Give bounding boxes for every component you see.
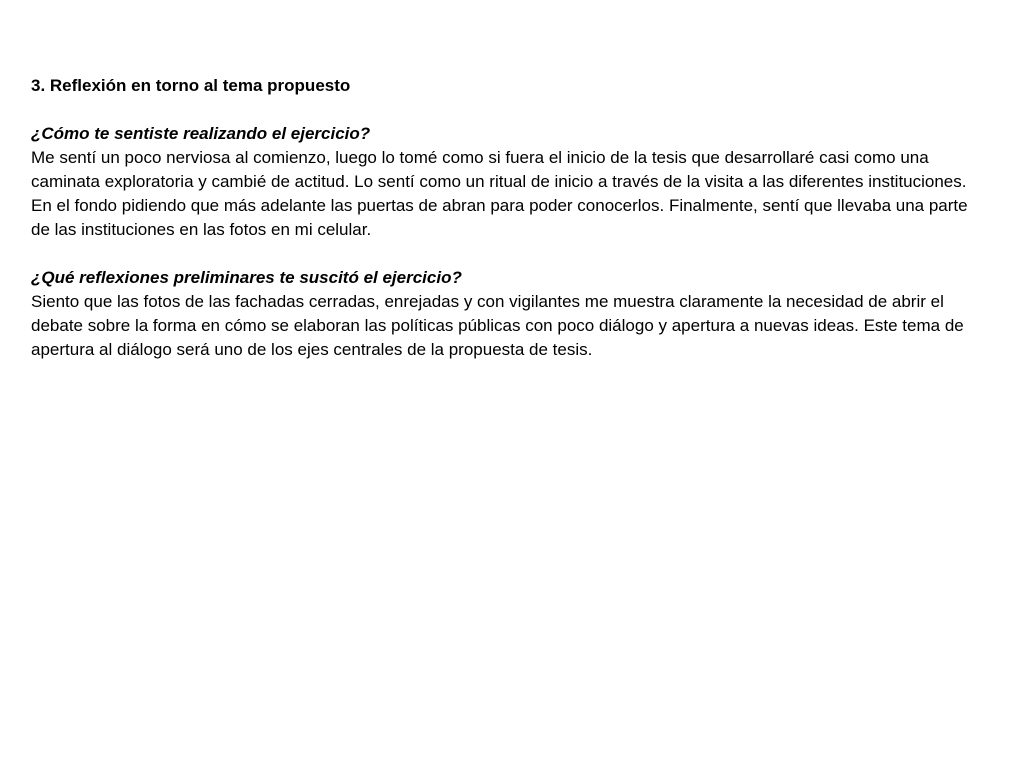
answer-1: Me sentí un poco nerviosa al comienzo, luego lo tomé como si fuera el inicio de la tesis que desarrollaré casi como una caminata exploratoria y cambié de actitud. Lo sentí como un ritual de inicio a través de la visita a las diferentes instituciones. En el fondo pidiendo que más adelante las puertas de abran para poder conocerlos. Finalmente, sentí que llevaba una parte de las instituciones en las fotos en mi celular.: [31, 148, 968, 239]
section-heading: 3. Reflexión en torno al tema propuesto: [31, 76, 351, 95]
answer-2: Siento que las fotos de las fachadas cerradas, enrejadas y con vigilantes me muestra claramente la necesidad de abrir el debate sobre la forma en cómo se elaboran las políticas públicas con poco diálogo y apertura a nuevas ideas. Este tema de apertura al diálogo será uno de los ejes centrales de la propuesta de tesis.: [31, 292, 964, 359]
spacer: [31, 98, 991, 122]
spacer: [31, 242, 991, 266]
slide-content: [31, 74, 991, 362]
question-2: ¿Qué reflexiones preliminares te suscitó el ejercicio?: [31, 268, 462, 287]
question-1: ¿Cómo te sentiste realizando el ejercicio?: [31, 124, 371, 143]
